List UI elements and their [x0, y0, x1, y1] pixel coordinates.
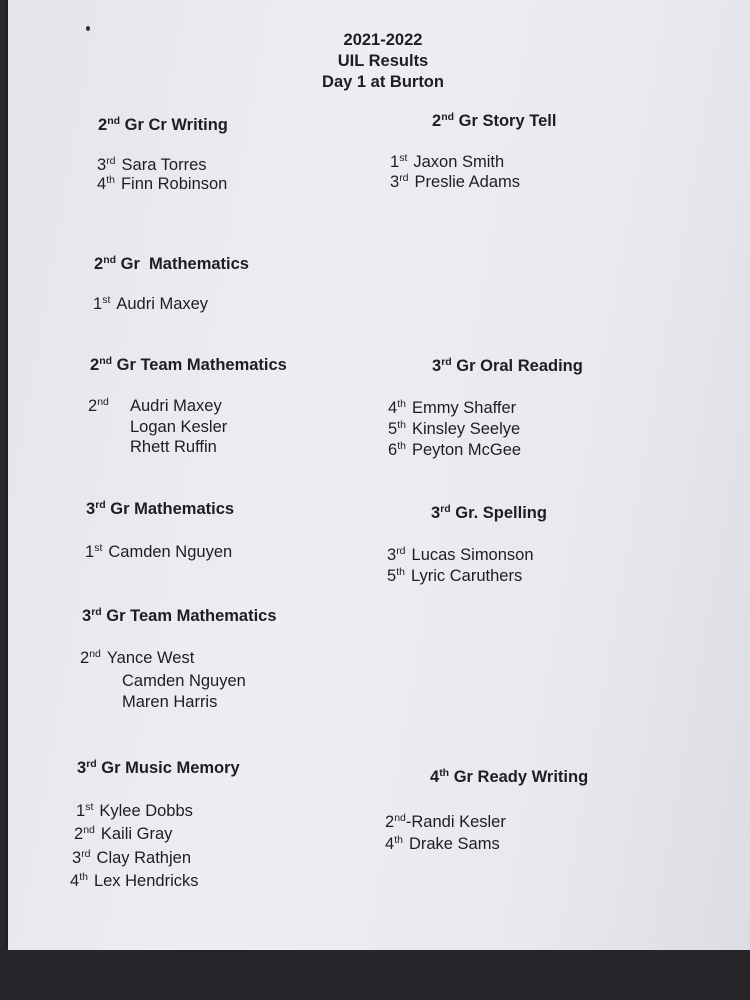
list-item: 3rd Sara Torres: [97, 155, 207, 174]
list-item: Maren Harris: [122, 693, 218, 711]
list-item: 2nd-Randi Kesler: [385, 812, 506, 831]
list-item: 5th Kinsley Seelye: [388, 419, 521, 438]
header-year: 2021-2022: [343, 31, 423, 49]
section-title-ready-writing: 4th Gr Ready Writing: [430, 767, 589, 786]
list-item: 5th Lyric Caruthers: [387, 566, 523, 585]
list-item: 3rd Lucas Simonson: [387, 545, 534, 564]
list-item: 1st Jaxon Smith: [390, 152, 505, 171]
section-title-cr-writing: 2nd Gr Cr Writing: [98, 115, 228, 134]
list-item: 3rd Clay Rathjen: [72, 848, 191, 867]
list-item: 6th Peyton McGee: [388, 440, 522, 459]
header-title: UIL Results: [337, 52, 429, 70]
results-sheet: [8, 0, 750, 950]
list-item: 4th Drake Sams: [385, 834, 500, 853]
section-title-mathematics-3: 3rd Gr Mathematics: [86, 499, 235, 518]
list-item: Yance West: [106, 649, 195, 667]
list-item: 2nd Kaili Gray: [74, 824, 173, 843]
section-title-mathematics-2: 2nd Gr Mathematics: [94, 254, 249, 273]
background-surface: [0, 950, 750, 1000]
list-item: Camden Nguyen: [122, 672, 246, 690]
section-title-spelling: 3rd Gr. Spelling: [431, 503, 547, 522]
section-title-music-memory: 3rd Gr Music Memory: [77, 758, 240, 777]
section-title-oral-reading: 3rd Gr Oral Reading: [432, 356, 583, 375]
section-title-team-mathematics-2: 2nd Gr Team Mathematics: [90, 355, 287, 374]
list-item: Rhett Ruffin: [130, 438, 217, 456]
list-item: 1st Camden Nguyen: [85, 542, 233, 561]
list-item: Logan Kesler: [130, 418, 228, 436]
list-item: 1st Audri Maxey: [93, 294, 209, 313]
list-item: 4th Lex Hendricks: [70, 871, 199, 890]
list-item: 4th Emmy Shaffer: [388, 398, 517, 417]
section-title-story-tell: 2nd Gr Story Tell: [432, 111, 557, 130]
section-title-team-mathematics-3: 3rd Gr Team Mathematics: [82, 606, 277, 625]
header-subtitle: Day 1 at Burton: [322, 73, 444, 91]
list-item: 1st Kylee Dobbs: [76, 801, 193, 820]
team-place: 2nd: [88, 396, 109, 415]
team-place: 2nd Yance West: [80, 648, 195, 667]
list-item: Audri Maxey: [130, 397, 222, 415]
list-item: 4th Finn Robinson: [97, 174, 228, 193]
list-item: 3rd Preslie Adams: [390, 172, 520, 191]
